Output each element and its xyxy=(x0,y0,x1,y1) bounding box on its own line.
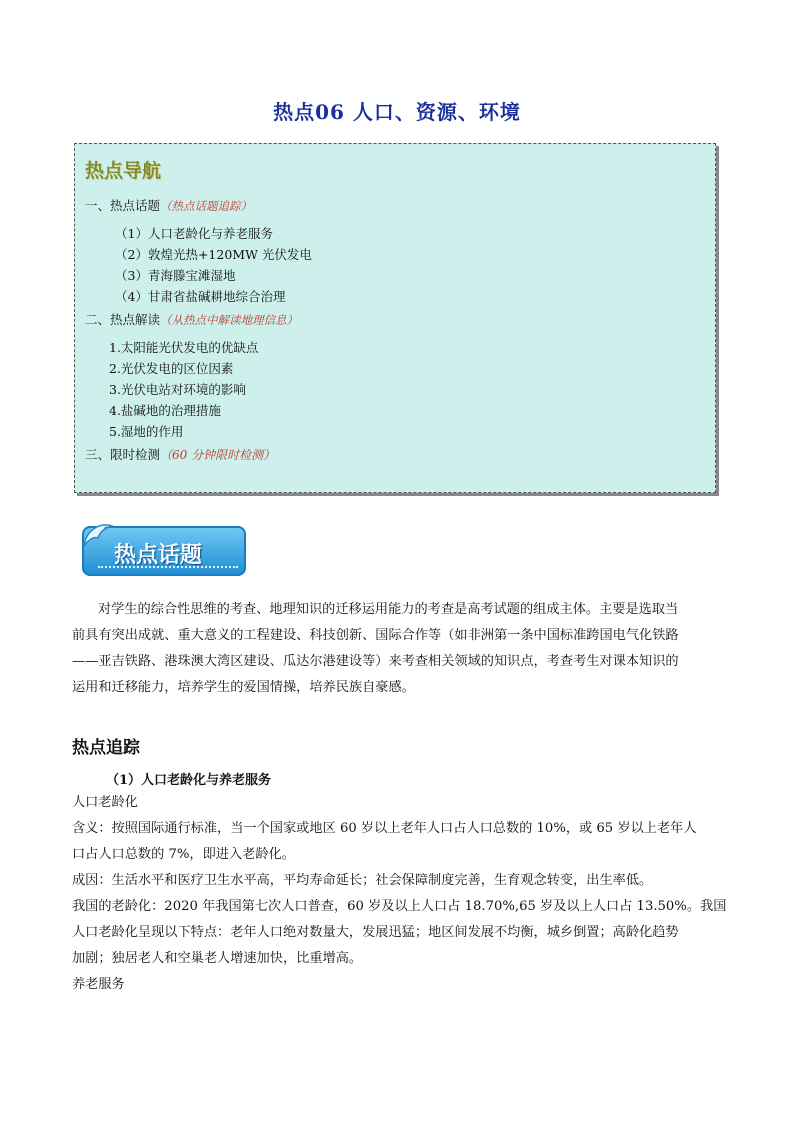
nav-section-3-note: （60 分钟限时检测） xyxy=(160,448,276,462)
body-line-6: 人口老龄化呈现以下特点：老年人口绝对数量大，发展迅猛；地区间发展不均衡，城乡倒置；高龄化趋势 xyxy=(72,925,679,940)
nav-point-5: 5.湿地的作用 xyxy=(109,424,184,439)
body-line-5: 我国的老龄化：2020 年我国第七次人口普查，60 岁及以上人口占 18.70%,65 岁及以上人口占 13.50%。我国 xyxy=(72,899,727,914)
intro-line-4: 运用和迁移能力，培养学生的爱国情操，培养民族自豪感。 xyxy=(72,680,415,695)
nav-point-2: 2.光伏发电的区位因素 xyxy=(109,361,234,376)
nav-section-1-note: （热点话题追踪） xyxy=(160,199,253,213)
nav-section-2-label: 二、热点解读 xyxy=(85,312,161,327)
wave-decoration xyxy=(98,566,238,574)
body-line-8: 养老服务 xyxy=(72,977,125,992)
nav-topic-1: （1）人口老龄化与养老服务 xyxy=(115,226,273,241)
nav-topic-3: （3）青海滕宝滩湿地 xyxy=(115,268,236,283)
nav-heading: 热点导航 xyxy=(85,160,162,182)
hotspot-navigation-box xyxy=(74,143,716,493)
body-line-1: 人口老龄化 xyxy=(72,795,138,810)
nav-point-4: 4.盐碱地的治理措施 xyxy=(109,403,221,418)
nav-section-1 xyxy=(85,196,252,214)
dolphin-icon xyxy=(78,516,118,556)
intro-line-2: 前具有突出成就、重大意义的工程建设、科技创新、国际合作等（如非洲第一条中国标准跨国电气化铁路 xyxy=(72,628,679,643)
subsection-title: （1）人口老龄化与养老服务 xyxy=(106,773,272,788)
section-title: 热点追踪 xyxy=(72,738,140,758)
hot-topic-badge xyxy=(78,516,248,578)
nav-point-1: 1.太阳能光伏发电的优缺点 xyxy=(109,340,259,355)
page-title: 热点06 人口、资源、环境 xyxy=(273,100,521,124)
intro-line-3: ——亚吉铁路、港珠澳大湾区建设、瓜达尔港建设等）来考查相关领域的知识点，考查考生对课本知识的 xyxy=(72,654,679,669)
nav-section-2 xyxy=(85,310,298,328)
body-line-2: 含义：按照国际通行标准，当一个国家或地区 60 岁以上老年人口占人口总数的 10%，或 65 岁以上老年人 xyxy=(72,821,697,836)
body-line-7: 加剧；独居老人和空巢老人增速加快，比重增高。 xyxy=(72,951,363,966)
badge-label: 热点话题 xyxy=(114,543,203,568)
intro-line-1: 对学生的综合性思维的考查、地理知识的迁移运用能力的考查是高考试题的组成主体。主要是选取当 xyxy=(98,602,679,617)
nav-section-3 xyxy=(85,445,275,463)
nav-section-2-note: （从热点中解读地理信息） xyxy=(160,313,299,327)
body-line-4: 成因：生活水平和医疗卫生水平高，平均寿命延长；社会保障制度完善，生育观念转变，出生率低。 xyxy=(72,873,653,888)
nav-point-3: 3.光伏电站对环境的影响 xyxy=(109,382,246,397)
nav-section-1-label: 一、热点话题 xyxy=(85,198,161,213)
nav-section-3-label: 三、限时检测 xyxy=(85,447,161,462)
nav-topic-2: （2）敦煌光热+120MW 光伏发电 xyxy=(115,247,312,262)
nav-topic-4: （4）甘肃省盐碱耕地综合治理 xyxy=(115,289,286,304)
body-line-3: 口占人口总数的 7%，即进入老龄化。 xyxy=(72,847,295,862)
